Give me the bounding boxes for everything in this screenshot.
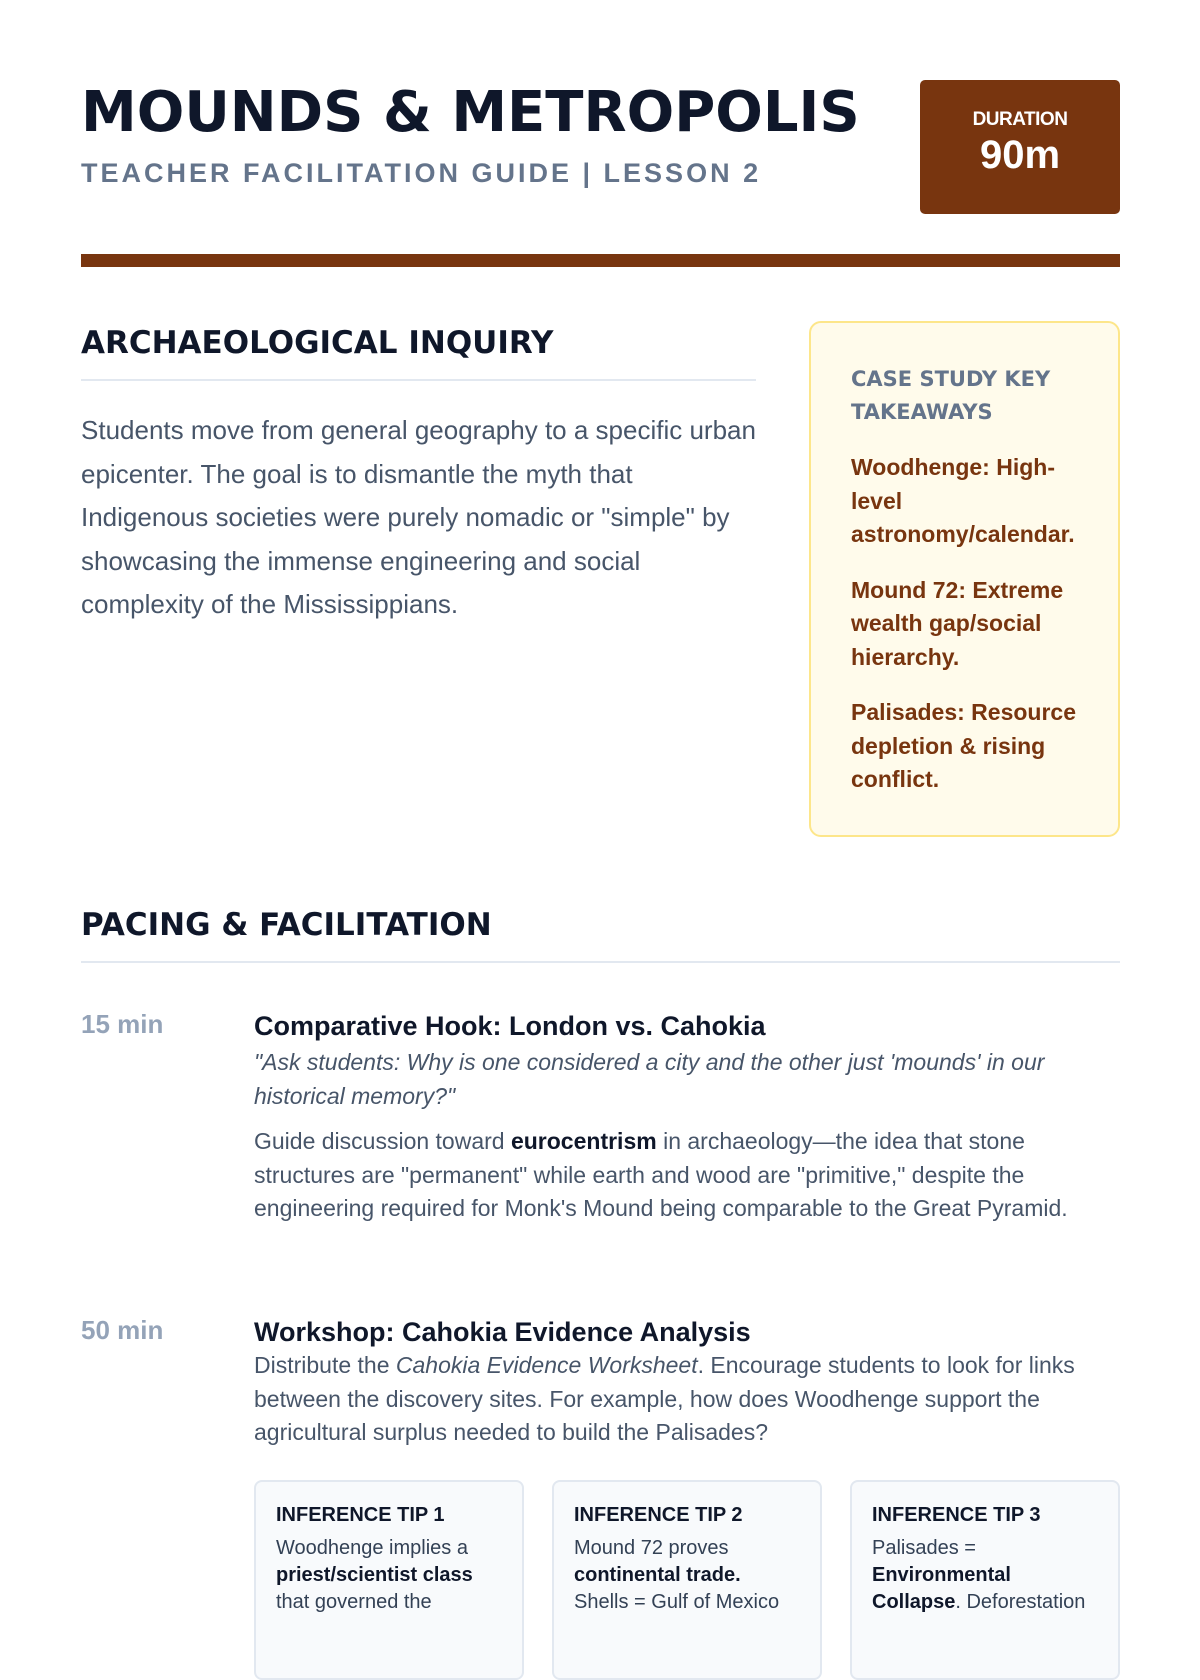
text-bold: continental trade. bbox=[574, 1563, 741, 1586]
takeaway-item: Mound 72: Extreme wealth gap/social hierarchy. bbox=[851, 576, 1064, 670]
text-bold: Environmental Collapse bbox=[872, 1563, 1011, 1613]
pacing-heading: PACING & FACILITATION bbox=[81, 907, 1120, 963]
step-quote: "Ask students: Why is one considered a city and the other just 'mounds' in our historical memory?" bbox=[254, 1049, 1045, 1109]
page-subtitle: TEACHER FACILITATION GUIDE | LESSON 2 bbox=[81, 158, 762, 188]
step-title: Workshop: Cahokia Evidence Analysis bbox=[254, 1317, 751, 1347]
inquiry-text: Students move from general geography to a specific urban epicenter. The goal is to dismantle the myth that Indigenous societies were purely nomadic or "simple" by showcasing the immense engineering and social complexity of the Mississippians. bbox=[81, 415, 756, 619]
duration-label: DURATION bbox=[972, 109, 1068, 130]
inference-tip-2 bbox=[552, 1480, 822, 1680]
takeaway-item: Woodhenge: High-level astronomy/calendar. bbox=[851, 454, 1075, 547]
step-body bbox=[254, 1315, 1120, 1680]
text-italic: Cahokia Evidence Worksheet bbox=[395, 1352, 698, 1378]
text-bold: priest/scientist class bbox=[276, 1563, 473, 1586]
page-title: MOUNDS & METROPOLIS bbox=[81, 80, 860, 145]
inference-tip-1 bbox=[254, 1480, 524, 1680]
step-text bbox=[254, 1125, 1120, 1226]
header-divider bbox=[81, 254, 1120, 267]
text-part: . Deforestation bbox=[955, 1590, 1086, 1613]
step-time: 15 min bbox=[81, 1009, 164, 1039]
tip-title: INFERENCE TIP 3 bbox=[872, 1503, 1041, 1526]
tip-title: INFERENCE TIP 1 bbox=[276, 1503, 445, 1526]
text-part: Shells = Gulf of Mexico bbox=[574, 1590, 780, 1613]
text-part: Distribute the bbox=[254, 1352, 396, 1378]
case-study-box bbox=[809, 321, 1120, 837]
text-part: that governed the bbox=[276, 1590, 432, 1613]
tip-text bbox=[574, 1535, 800, 1616]
case-study-heading: CASE STUDY KEY TAKEAWAYS bbox=[851, 367, 1051, 424]
inference-tip-3 bbox=[850, 1480, 1120, 1680]
step-title: Comparative Hook: London vs. Cahokia bbox=[254, 1011, 766, 1041]
tip-title: INFERENCE TIP 2 bbox=[574, 1503, 743, 1526]
inquiry-section bbox=[81, 325, 756, 627]
inference-tips bbox=[254, 1480, 1120, 1680]
text-part: Woodhenge implies a bbox=[276, 1536, 468, 1559]
text-part: Palisades = bbox=[872, 1536, 976, 1559]
step-text bbox=[254, 1349, 1120, 1450]
text-part: in archaeology—the idea that stone structures are "permanent" while earth and wood are "primitive," despite the engineering required for Monk's Mound being comparable to the Great Pyramid. bbox=[254, 1128, 1068, 1221]
text-part: Mound 72 proves bbox=[574, 1536, 729, 1559]
step-time: 50 min bbox=[81, 1315, 164, 1345]
text-part: . Encourage students to look for links between the discovery sites. For example, how does Woodhenge support the agricultural surplus needed to build the Palisades? bbox=[254, 1352, 1075, 1445]
inquiry-heading: ARCHAEOLOGICAL INQUIRY bbox=[81, 325, 756, 381]
text-part: Guide discussion toward bbox=[254, 1128, 511, 1154]
step-body bbox=[254, 1009, 1120, 1226]
takeaway-item: Palisades: Resource depletion & rising conflict. bbox=[851, 699, 1077, 792]
duration-value: 90m bbox=[979, 133, 1061, 177]
pacing-section bbox=[81, 907, 1120, 1613]
text-bold: eurocentrism bbox=[510, 1128, 657, 1154]
tip-text bbox=[276, 1535, 502, 1616]
tip-text bbox=[872, 1535, 1098, 1616]
duration-badge bbox=[920, 80, 1120, 214]
header bbox=[81, 80, 1120, 270]
